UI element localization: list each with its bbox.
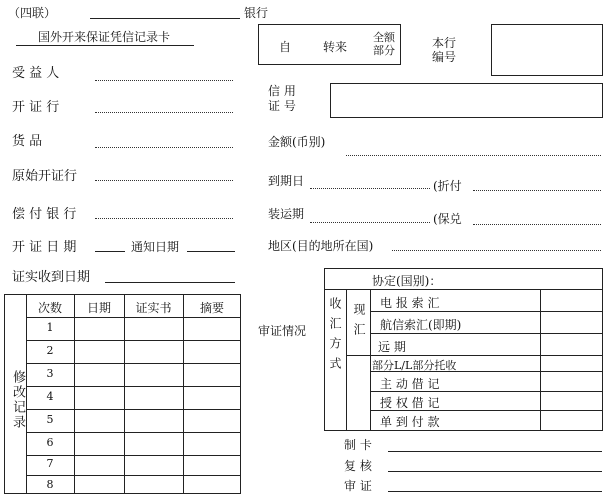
issue-date-label: 开 证 日 期 [12, 240, 77, 255]
header-summary: 摘要 [199, 301, 224, 315]
table-row: 6 [46, 436, 54, 449]
review-item: 部分L/L部分托收 [372, 359, 457, 372]
title-underline [16, 45, 194, 46]
header-confirm-doc: 证实书 [135, 301, 172, 315]
beneficiary-field[interactable] [95, 80, 233, 81]
guarantee-field[interactable] [473, 224, 601, 225]
review-signoff-field[interactable] [388, 491, 602, 492]
issuing-bank-label: 开 证 行 [12, 100, 60, 115]
review-signoff-label: 审 证 [344, 479, 372, 493]
from-label: 自 [279, 40, 292, 54]
beneficiary-label: 受 益 人 [12, 66, 60, 81]
recheck-field[interactable] [388, 471, 602, 472]
make-card-label: 制 卡 [344, 438, 372, 452]
copy-label: （四联） [8, 6, 57, 20]
make-card-field[interactable] [388, 451, 602, 452]
discount-field[interactable] [473, 190, 601, 191]
table-row: 4 [46, 390, 54, 403]
table-row: 7 [46, 457, 54, 470]
bank-no-label: 本行 编号 [432, 36, 457, 64]
review-item: 航信索汇(即期) [380, 318, 462, 332]
paying-bank-label: 偿 付 银 行 [12, 207, 77, 222]
table-row: 3 [46, 367, 54, 380]
table-row: 2 [46, 344, 54, 357]
review-item: 授 权 借 记 [380, 396, 440, 410]
goods-field[interactable] [95, 147, 233, 148]
original-issuing-bank-label: 原始开证行 [12, 169, 78, 184]
credit-no-label: 信 用 证 号 [268, 84, 296, 113]
expiry-label: 到期日 [268, 174, 305, 188]
shipment-field[interactable] [310, 222, 430, 223]
confirm-date-label: 证实收到日期 [12, 270, 91, 285]
guarantee-label: (保兑 [433, 212, 462, 226]
credit-no-box[interactable] [330, 83, 603, 118]
amendment-side-label: 修改记录 [10, 370, 25, 430]
original-issuing-bank-field[interactable] [95, 180, 233, 181]
review-item: 电 报 索 汇 [380, 296, 440, 310]
header-date: 日期 [86, 301, 111, 315]
full-amount-label: 全额 部分 [373, 31, 395, 57]
confirm-date-field[interactable] [105, 282, 235, 283]
table-row: 5 [46, 413, 54, 426]
region-field[interactable] [392, 250, 601, 251]
amount-label: 金额(币别) [268, 135, 326, 149]
notice-date-label: 通知日期 [131, 240, 180, 254]
issue-date-field[interactable] [95, 251, 125, 252]
goods-label: 货 品 [12, 134, 43, 149]
amount-field[interactable] [346, 155, 601, 156]
discount-label: (折付 [433, 179, 462, 193]
header-count: 次数 [37, 301, 62, 315]
notice-date-field[interactable] [187, 251, 235, 252]
review-item: 主 动 借 记 [380, 377, 440, 391]
transfer-box [258, 24, 401, 65]
table-row: 8 [46, 478, 54, 491]
issuing-bank-field[interactable] [95, 112, 233, 113]
expiry-field[interactable] [310, 188, 430, 189]
bank-no-box[interactable] [491, 24, 603, 76]
spot-exchange-label: 现汇 [352, 303, 366, 343]
paying-bank-field[interactable] [95, 218, 233, 219]
region-label: 地区(目的地所在国) [268, 239, 374, 253]
table-row: 1 [46, 321, 54, 334]
bank-name-line [90, 18, 240, 19]
review-item: 单 到 付 款 [380, 415, 440, 429]
transfer-label: 转来 [323, 40, 348, 54]
agreement-label: 协定(国别)： [372, 274, 442, 288]
recheck-label: 复 核 [344, 459, 372, 473]
shipment-label: 装运期 [268, 207, 305, 221]
review-item: 远 期 [378, 340, 406, 354]
review-label: 审证情况 [258, 324, 307, 338]
bank-label: 银行 [244, 6, 269, 20]
review-box [324, 268, 603, 431]
page-title: 国外开来保证凭信记录卡 [38, 30, 171, 44]
collection-method-label: 收汇方式 [328, 297, 342, 377]
